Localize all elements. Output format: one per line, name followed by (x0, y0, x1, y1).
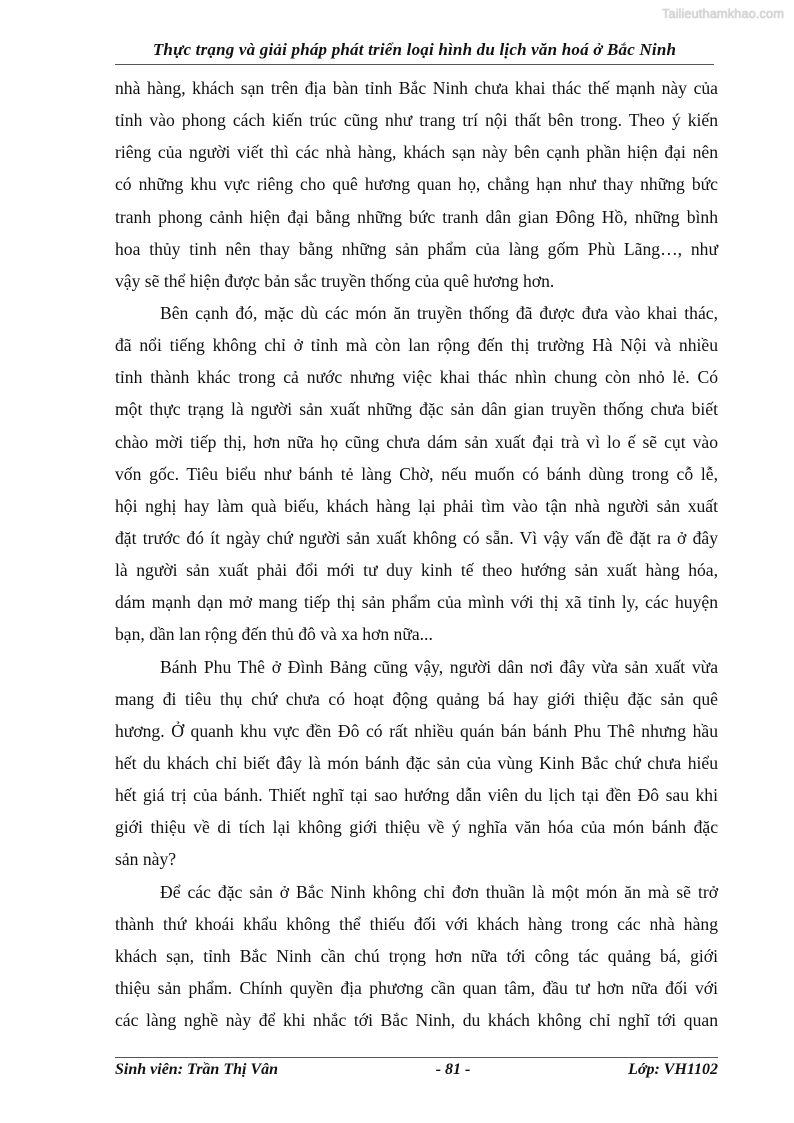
text-line: hết du khách chỉ biết đây là món bánh đặc sản của vùng Kinh Bắc chứ chưa hiểu (115, 752, 718, 773)
text-line: sản này? (115, 849, 177, 870)
text-line: Để các đặc sản ở Bắc Ninh không chỉ đơn thuần là một món ăn mà sẽ trở (160, 881, 718, 902)
footer-page-number: - 81 - (435, 1061, 471, 1078)
text-line: dám mạnh dạn mở mang tiếp thị sản phẩm của mình với thị xã tỉnh ly, các huyện (115, 592, 718, 613)
text-line: khách sạn, tỉnh Bắc Ninh cần chú trọng hơn nữa tới công tác quảng bá, giới (115, 945, 718, 966)
text-line: Bánh Phu Thê ở Đình Bảng cũng vậy, người dân nơi đây vừa sản xuất vừa (160, 656, 718, 677)
text-line: có những khu vực riêng cho quê hương quan họ, chẳng hạn như thay những bức (115, 174, 718, 195)
text-line: là người sản xuất phải đổi mới tư duy kinh tế theo hướng sản xuất hàng hóa, (115, 560, 718, 581)
text-line: chào mời tiếp thị, hơn nữa họ cũng chưa dám sản xuất đại trà vì lo ế sẽ cụt vào (115, 431, 718, 452)
footer-class: Lớp: VH1102 (628, 1061, 718, 1078)
text-line: đặt trước đó ít ngày chứ người sản xuất không có sẵn. Vì vậy vấn đề đặt ra ở đây (115, 527, 718, 548)
text-line: một thực trạng là người sản xuất những đặc sản dân gian truyền thống chưa biết (115, 399, 718, 420)
text-line: tranh phong cảnh hiện đại bằng những bức tranh dân gian Đông Hồ, những bình (115, 206, 718, 227)
text-line: các làng nghề này để khi nhắc tới Bắc Ninh, du khách không chỉ nghĩ tới quan (115, 1010, 718, 1031)
text-line: hội nghị hay làm quà biếu, khách hàng lại phải tìm vào tận nhà người sản xuất (115, 495, 718, 516)
text-line: Bên cạnh đó, mặc dù các món ăn truyền thống đã được đưa vào khai thác, (160, 302, 718, 323)
text-line: giới thiệu về di tích lại không giới thiệu về ý nghĩa văn hóa của món bánh đặc (115, 817, 718, 838)
text-line: hương. Ở quanh khu vực đền Đô có rất nhiều quán bán bánh Phu Thê nhưng hầu (115, 720, 718, 741)
watermark: Tailieuthamkhao.com (661, 6, 784, 21)
text-line: vậy sẽ thể hiện được bản sắc truyền thống của quê hương hơn. (115, 270, 555, 291)
text-line: tỉnh vào phong cách kiến trúc cũng như trang trí nội thất bên trong. Theo ý kiến (115, 110, 718, 131)
text-line: tỉnh thành khác trong cả nước nhưng việc khai thác nhìn chung còn nhỏ lẻ. Có (115, 367, 718, 388)
text-line: riêng của người viết thì các nhà hàng, khách sạn này bên cạnh phần hiện đại nên (115, 142, 718, 163)
text-line: thiệu sản phẩm. Chính quyền địa phương cần quan tâm, đầu tư hơn nữa đối với (115, 977, 718, 998)
text-line: hết giá trị của bánh. Thiết nghĩ tại sao hướng dẫn viên du lịch tại đền Đô sau khi (115, 785, 718, 806)
text-line: đã nổi tiếng không chỉ ở tỉnh mà còn lan rộng đến thị trường Hà Nội và nhiều (115, 335, 718, 356)
footer-student: Sinh viên: Trần Thị Vân (115, 1061, 279, 1078)
text-line: bạn, dần lan rộng đến thủ đô và xa hơn nữa... (115, 624, 433, 645)
text-line: mang đi tiêu thụ chứ chưa có hoạt động quảng bá hay giới thiệu đặc sản quê (115, 688, 718, 709)
text-line: nhà hàng, khách sạn trên địa bàn tỉnh Bắc Ninh chưa khai thác thế mạnh này của (115, 78, 718, 98)
text-line: thành thứ khoái khẩu không thể thiếu đối với khách hàng trong các nhà hàng (115, 913, 718, 934)
document-body (115, 76, 718, 1040)
text-line: vốn gốc. Tiêu biểu như bánh tẻ làng Chờ, nếu muốn có bánh dùng trong cỗ lễ, (115, 463, 718, 484)
text-line: hoa thủy tinh nên thay bằng những sản phẩm của làng gốm Phù Lãng…, như (115, 238, 718, 259)
page-header-title: Thực trạng và giải pháp phát triển loại hình du lịch văn hoá ở Bắc Ninh (115, 40, 714, 65)
page-footer (115, 1057, 718, 1079)
